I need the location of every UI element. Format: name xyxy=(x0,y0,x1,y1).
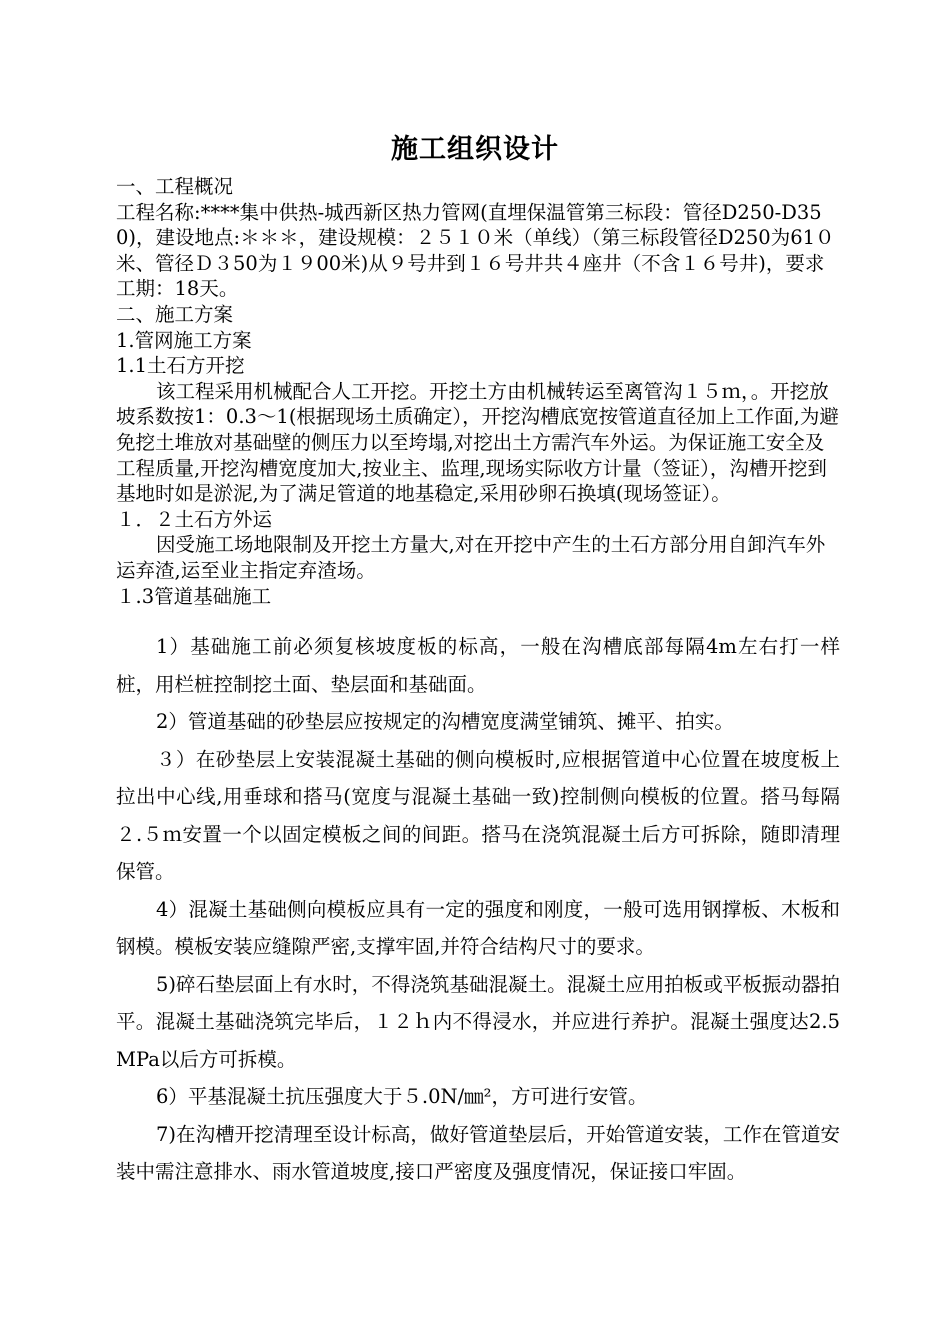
subsection-heading-foundation: １.3管道基础施工 xyxy=(116,584,272,608)
list-item: 6）平基混凝土抗压强度大于５.0N/㎜²，方可进行安管。 xyxy=(156,1085,648,1108)
paragraph-excavation: 该工程采用机械配合人工开挖。开挖土方由机械转运至离管沟１５ｍ，。开挖放坡系数按1：0.3～1(根据现场土质确定），开挖沟槽底宽按管道直径加上工作面,为避免挖土堆放对基础壁的侧压力以至垮塌,对挖出土方需汽车外运。为保证施工安全及工程质量,开挖沟槽宽度加大,按业主、监理,现场实际收方计量（签证），沟槽开挖到基地时如是淤泥,为了满足管道的地基稳定,采用砂卵石换填(现场签证）。 xyxy=(116,379,839,506)
list-item: 5)碎石垫层面上有水时，不得浇筑基础混凝土。混凝土应用拍板或平板振动器拍平。混凝土基础浇筑完毕后，１２ｈ内不得浸水，并应进行养护。混凝土强度达2.5MPa以后方可拆模。 xyxy=(116,972,840,1071)
list-item: 7)在沟槽开挖清理至设计标高，做好管道垫层后，开始管道安装，工作在管道安装中需注意排水、雨水管道坡度,接口严密度及强度情况，保证接口牢固。 xyxy=(116,1122,840,1183)
paragraph-transport: 因受施工场地限制及开挖土方量大,对在开挖中产生的土石方部分用自卸汽车外运弃渣,运至业主指定弃渣场。 xyxy=(116,533,826,582)
subsection-heading-excavation: 1.1土石方开挖 xyxy=(116,354,245,378)
project-description: 工程名称:****集中供热-城西新区热力管网(直埋保温管第三标段：管径D250-D350)，建设地点:＊＊＊，建设规模：２５１０米（单线）（第三标段管径D250为61０米、管径Ｄ３50为１９00米)从９号井到１６号井共４座井（不含１６号井)，要求工期：18天。 xyxy=(116,200,835,301)
document-title: 施工组织设计 xyxy=(391,134,559,165)
section-heading-plan: 二、施工方案 xyxy=(116,302,234,326)
section-heading-overview: 一、工程概况 xyxy=(116,175,234,198)
compact-section xyxy=(116,174,840,609)
list-item: 1）基础施工前必须复核坡度板的标高，一般在沟槽底部每隔4m左右打一样桩，用栏桩控制挖土面、垫层面和基础面。 xyxy=(116,635,840,696)
subsection-heading-pipe-network: 1.管网施工方案 xyxy=(116,328,252,352)
foundation-items xyxy=(116,628,840,1191)
list-item: 4）混凝土基础侧向模板应具有一定的强度和刚度，一般可选用钢撑板、木板和钢模。模板安装应缝隙严密,支撑牢固,并符合结构尺寸的要求。 xyxy=(116,897,840,958)
list-item: ３）在砂垫层上安装混凝土基础的侧向模板时,应根据管道中心位置在坡度板上拉出中心线,用垂球和搭马(宽度与混凝土基础一致)控制侧向模板的位置。搭马每隔２.５ｍ安置一个以固定模板之间的间距。搭马在浇筑混凝土后方可拆除，随即清理保管。 xyxy=(116,747,840,883)
subsection-heading-transport: １．２土石方外运 xyxy=(116,507,273,531)
list-item: 2）管道基础的砂垫层应按规定的沟槽宽度满堂铺筑、摊平、拍实。 xyxy=(156,710,734,733)
